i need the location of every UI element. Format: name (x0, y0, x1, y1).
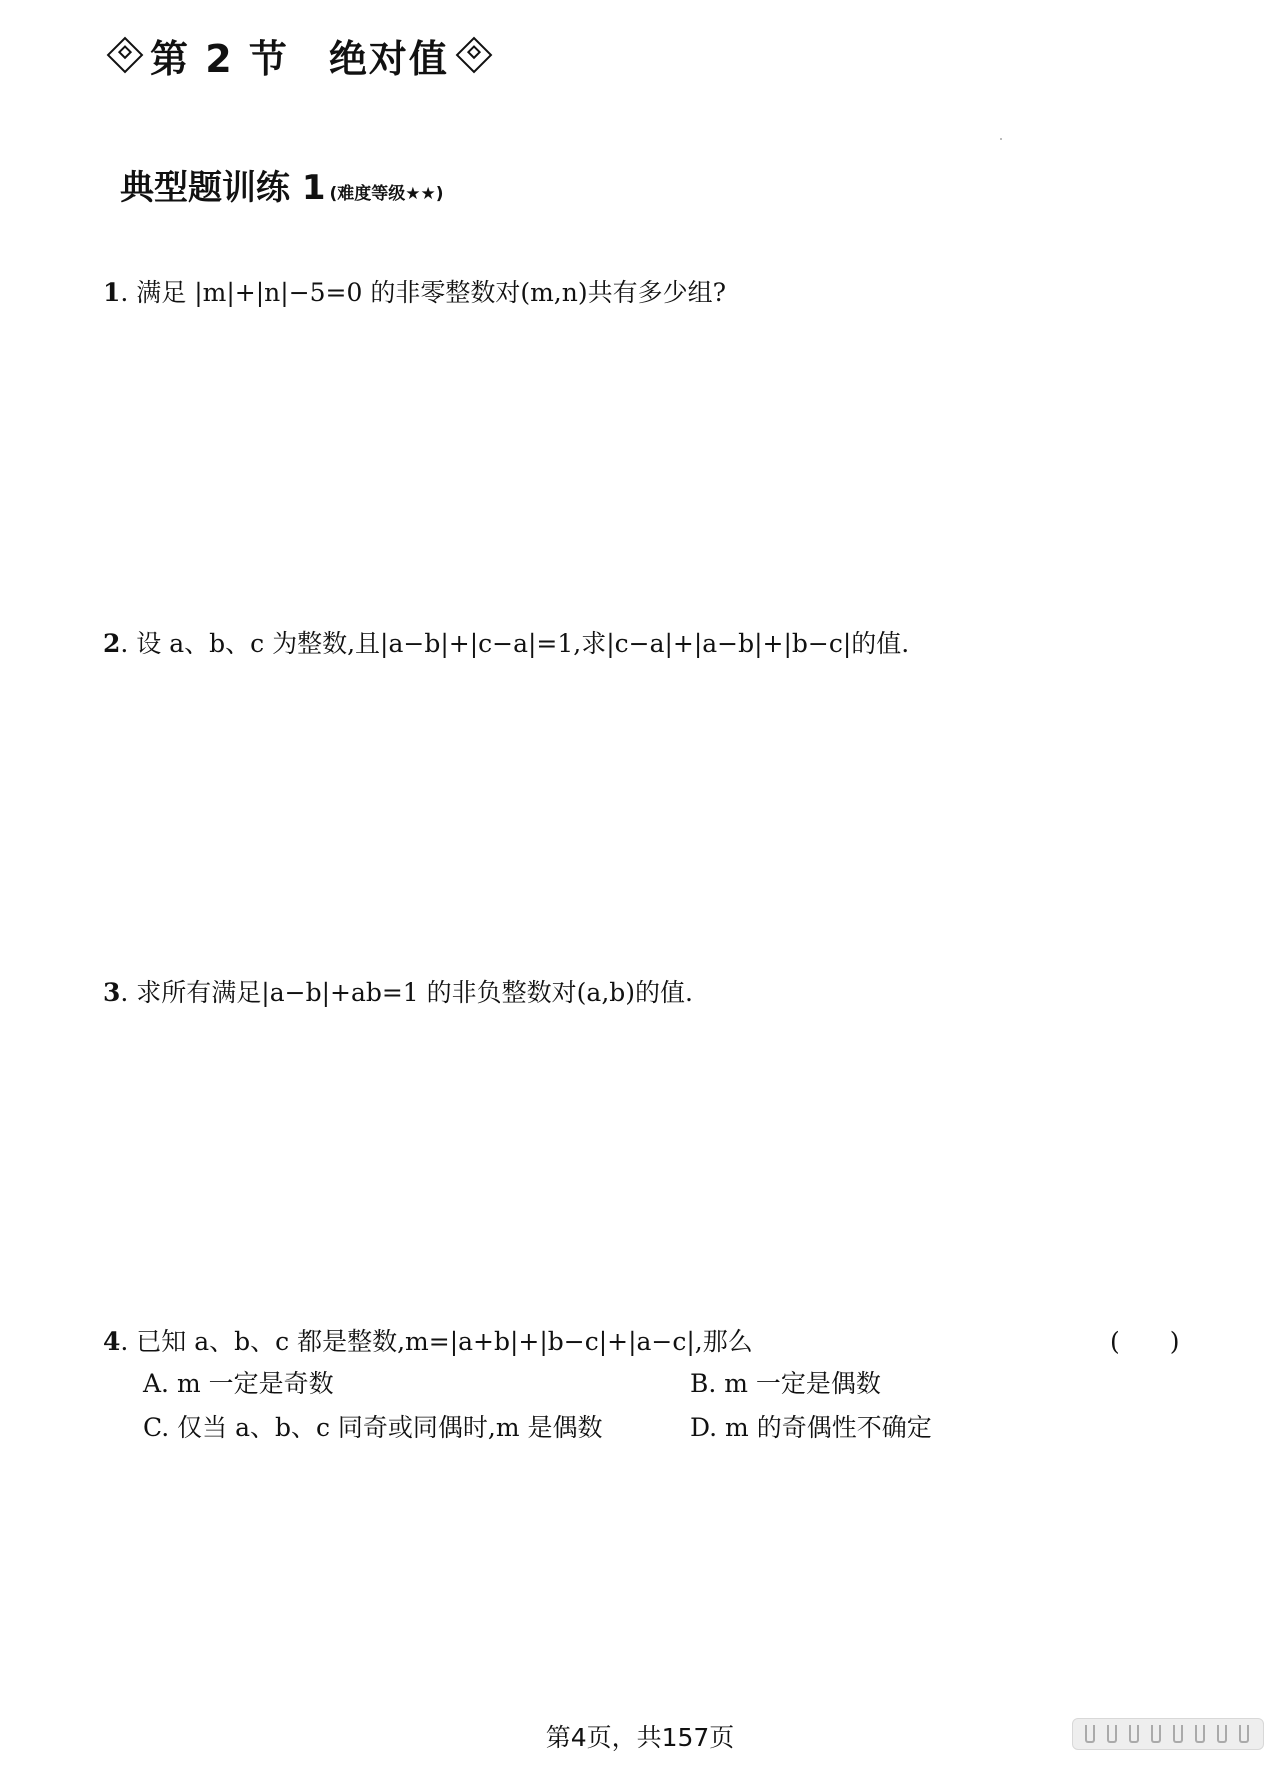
option-a: A. m 一定是奇数 (143, 1369, 334, 1398)
diamond-icon (456, 37, 493, 74)
question-text: . 已知 a、b、c 都是整数,m=|a+b|+|b−c|+|a−c|,那么 (120, 1327, 753, 1356)
question-3 (103, 973, 693, 1009)
question-number: 1 (103, 278, 121, 307)
answer-parentheses: ( ) (1110, 1327, 1180, 1356)
toolbar-icon[interactable] (1173, 1725, 1183, 1743)
toolbar-icon[interactable] (1107, 1725, 1117, 1743)
toolbar-icon[interactable] (1195, 1725, 1205, 1743)
question-4 (103, 1322, 753, 1358)
section-title (100, 28, 499, 83)
training-title (120, 160, 444, 209)
option-b: B. m 一定是偶数 (690, 1369, 881, 1398)
question-number: 4 (103, 1327, 121, 1356)
question-number: 3 (103, 978, 121, 1007)
toolbar-icon[interactable] (1217, 1725, 1227, 1743)
difficulty-label: (难度等级★★) (329, 184, 444, 204)
question-2 (103, 624, 909, 660)
training-title-text: 典型题训练 1 (120, 168, 326, 208)
page-footer: 第4页，共157页 (545, 1723, 735, 1752)
option-d: D. m 的奇偶性不确定 (690, 1413, 932, 1442)
question-text: . 设 a、b、c 为整数,且|a−b|+|c−a|=1,求|c−a|+|a−b|+|b−c|的值. (120, 629, 910, 658)
section-title-text: 第 2 节 绝对值 (150, 37, 449, 81)
question-number: 2 (103, 629, 121, 658)
question-text: . 求所有满足|a−b|+ab=1 的非负整数对(a,b)的值. (120, 978, 693, 1007)
question-text: . 满足 |m|+|n|−5=0 的非零整数对(m,n)共有多少组? (120, 278, 727, 307)
question-1 (103, 273, 726, 309)
viewer-toolbar[interactable] (1072, 1718, 1264, 1750)
toolbar-icon[interactable] (1129, 1725, 1139, 1743)
scan-speck (1000, 138, 1002, 140)
toolbar-icon[interactable] (1151, 1725, 1161, 1743)
option-c: C. 仅当 a、b、c 同奇或同偶时,m 是偶数 (143, 1413, 603, 1442)
toolbar-icon[interactable] (1085, 1725, 1095, 1743)
toolbar-icon[interactable] (1239, 1725, 1249, 1743)
diamond-icon (107, 37, 144, 74)
